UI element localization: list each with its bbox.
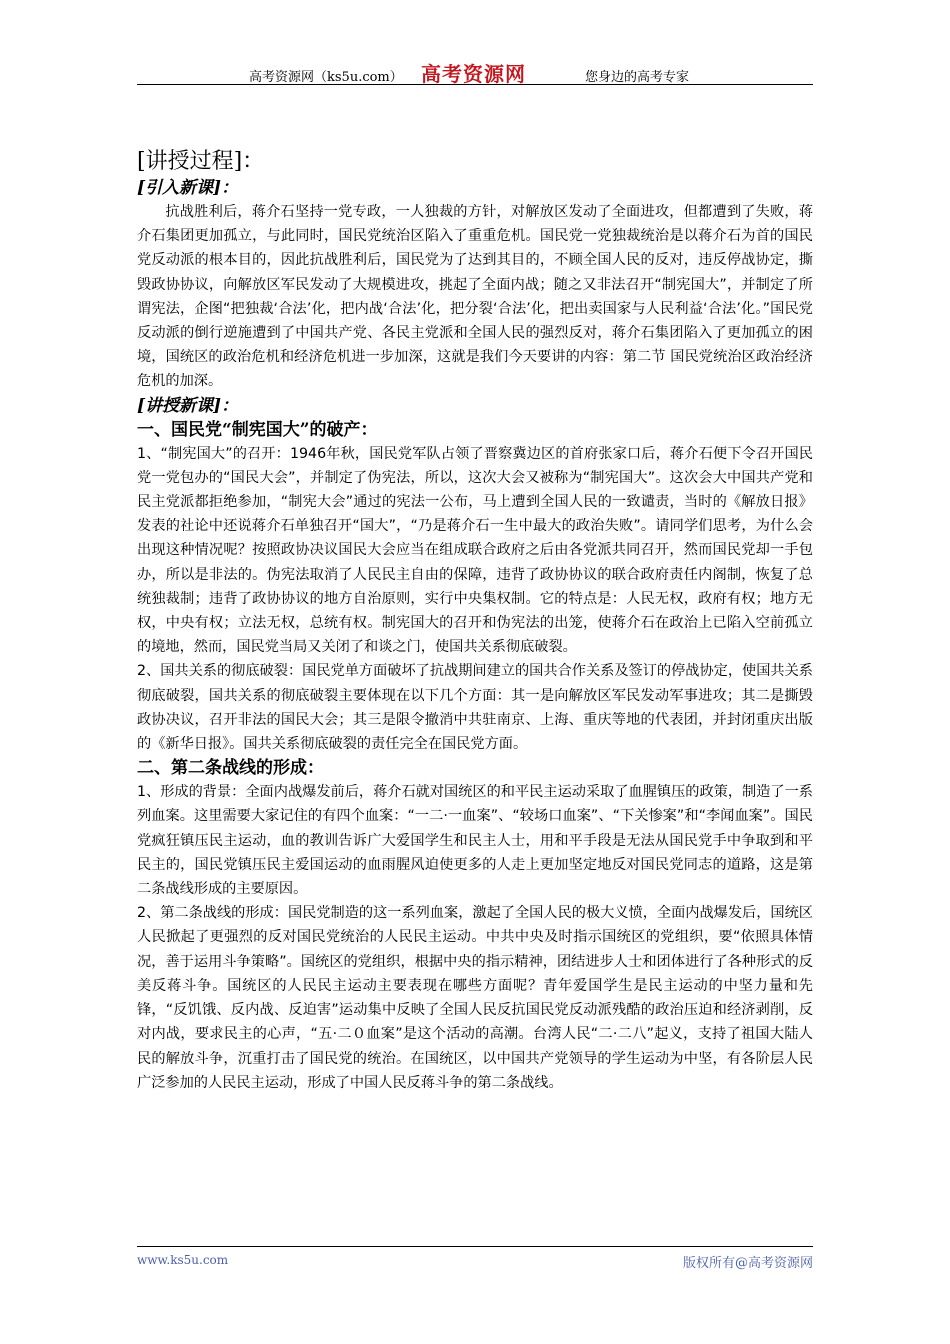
page-footer: [137, 1246, 813, 1269]
page-header: [137, 58, 813, 85]
footer-copyright: 版权所有@高考资源网: [682, 1256, 813, 1271]
section-2-paragraph-2: 2、第二条战线的形成：国民党制造的这一系列血案，激起了全国人民的极大义愤，全面内战爆发后，国统区人民掀起了更强烈的反对国民党统治的人民民主运动。中共中央及时指示国统区的党组织，要“依照具体情况，善于运用斗争策略”。国统区的党组织，根据中央的指示精神，团结进步人士和团体进行了各种形式的反美反蒋斗争。国统区的人民民主运动主要表现在哪些方面呢？青年爱国学生是民主运动的中坚力量和先锋，“反饥饿、反内战、反迫害”运动集中反映了全国人民反抗国民党反动派残酷的政治压迫和经济剥削，反对内战，要求民主的心声，“五·二０血案”是这个活动的高潮。台湾人民“二·二八”起义，支持了祖国大陆人民的解放斗争，沉重打击了国民党的统治。在国统区，以中国共产党领导的学生运动为中坚，有各阶层人民广泛参加的人民民主运动，形成了中国人民反蒋斗争的第二条战线。: [137, 905, 813, 1091]
heading-new-lesson: [讲授新课]：: [137, 395, 239, 416]
document-body: [137, 140, 813, 1095]
section-1-paragraph-1: 1、“制宪国大”的召开：1946年秋，国民党军队占领了晋察冀边区的首府张家口后，蒋介石便下令召开国民党一党包办的“国民大会”，并制定了伪宪法，所以，这次大会又被称为“制宪国大”。这次会大中国共产党和民主党派都拒绝参加，“制宪大会”通过的宪法一公布，马上遭到全国人民的一致谴责，当时的《解放日报》发表的社论中还说蒋介石单独召开“国大”，“乃是蒋介石一生中最大的政治失败”。请同学们思考，为什么会出现这种情况呢？按照政协决议国民大会应当在组成联合政府之后由各党派共同召开，然而国民党却一手包办，所以是非法的。伪宪法取消了人民民主自由的保障，违背了政协协议的联合政府责任内阁制，恢复了总统独裁制；违背了政协协议的地方自治原则，实行中央集权制。它的特点是：人民无权，政府有权；地方无权，中央有权；立法无权，总统有权。制宪国大的召开和伪宪法的出笼，使蒋介石在政治上已陷入空前孤立的境地，然而，国民党当局又关闭了和谈之门，使国共关系彻底破裂。: [137, 445, 813, 656]
intro-paragraph: 抗战胜利后，蒋介石坚持一党专政，一人独裁的方针，对解放区发动了全面进攻，但都遭到了失败，蒋介石集团更加孤立，与此同时，国民党统治区陷入了重重危机。国民党一党独裁统治是以蒋介石为首的国民党反动派的根本目的，因此抗战胜利后，国民党为了达到其目的，不顾全国人民的反对，违反停战协定，撕毁政协协议，向解放区军民发动了大规模进攻，挑起了全面内战；随之又非法召开“制宪国大”，并制定了所谓宪法，企图“把独裁‘合法’化，把内战‘合法’化，把分裂‘合法’化，把出卖国家与人民利益‘合法’化。”国民党反动派的倒行逆施遭到了中国共产党、各民主党派和全国人民的强烈反对，蒋介石集团陷入了更加孤立的困境，国统区的政治危机和经济危机进一步加深，这就是我们今天要讲的内容：第二节 国民党统治区政治经济危机的加深。: [137, 204, 813, 390]
section-2-paragraph-1: 1、形成的背景：全面内战爆发前后，蒋介石就对国统区的和平民主运动采取了血腥镇压的政策，制造了一系列血案。这里需要大家记住的有四个血案：“一二·一血案”、“较场口血案”、“下关惨案”和“李闻血案”。国民党疯狂镇压民主运动，血的教训告诉广大爱国学生和民主人士，用和平手段是无法从国民党手中争取到和平民主的，国民党镇压民主爱国运动的血雨腥风迫使更多的人走上更加坚定地反对国民党同志的道路，这是第二条战线形成的主要原因。: [137, 784, 813, 898]
header-logo: 高考资源网: [421, 62, 526, 86]
heading-introduction: [引入新课]：: [137, 178, 239, 198]
section-2-title: 二、第二条战线的形成：: [137, 758, 324, 779]
header-slogan: 您身边的高考专家: [585, 70, 690, 85]
heading-teaching-process: [讲授过程]：: [137, 149, 265, 174]
footer-url: www.ks5u.com: [137, 1253, 229, 1267]
section-1-title: 一、国民党“制宪国大”的破产：: [137, 419, 378, 440]
header-site-name: 高考资源网（ks5u.com）: [249, 70, 403, 85]
section-1-paragraph-2: 2、国共关系的彻底破裂：国民党单方面破坏了抗战期间建立的国共合作关系及签订的停战协定，使国共关系彻底破裂，国共关系的彻底破裂主要体现在以下几个方面：其一是向解放区军民发动军事进攻；其二是撕毁政协决议，召开非法的国民大会；其三是限令撤消中共驻南京、上海、重庆等地的代表团，并封闭重庆出版的《新华日报》。国共关系彻底破裂的责任完全在国民党方面。: [137, 663, 813, 753]
